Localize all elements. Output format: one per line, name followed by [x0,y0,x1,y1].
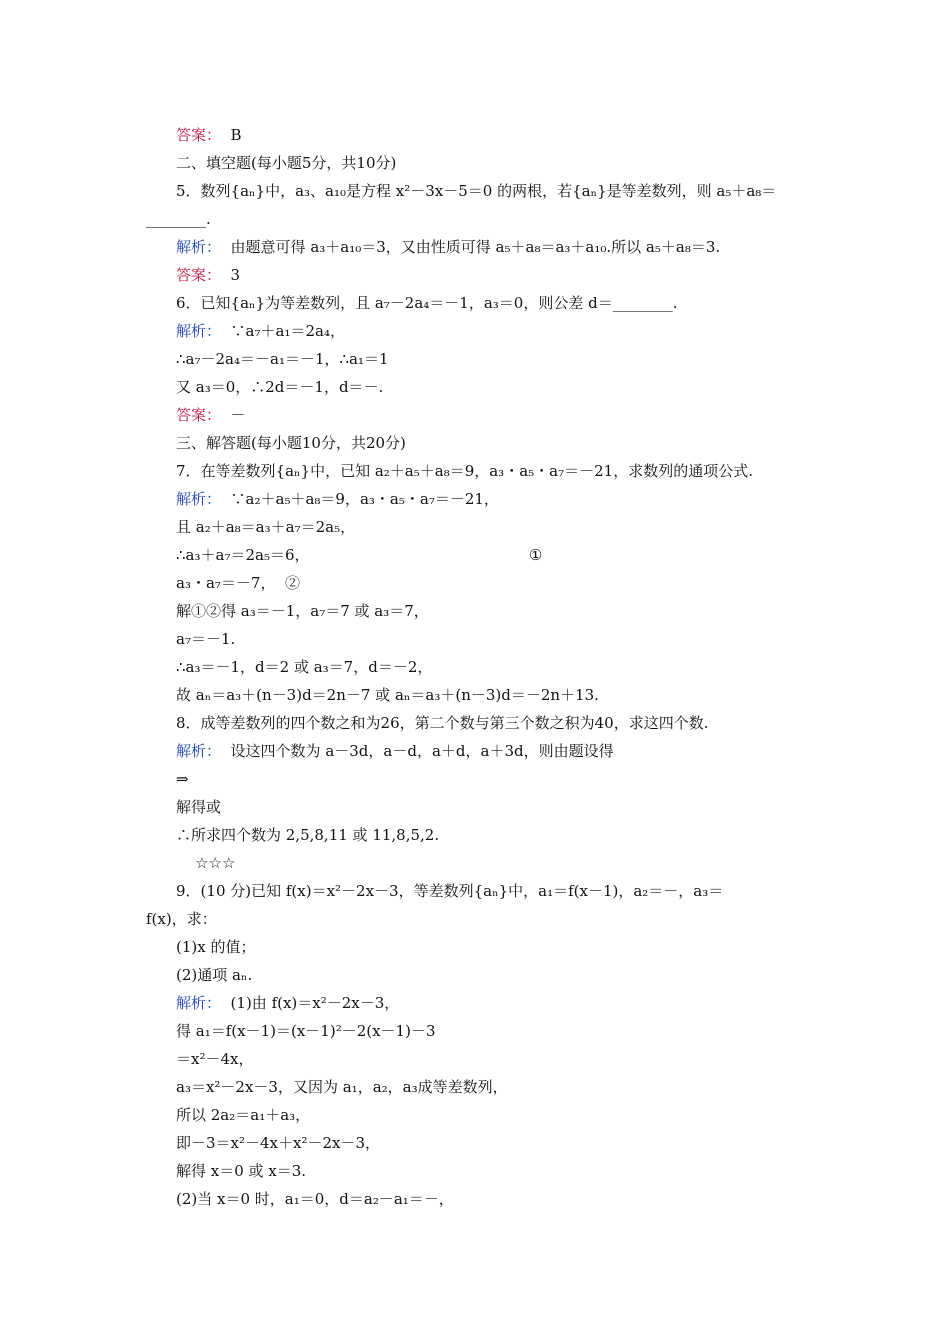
line-text: 设这四个数为 a－3d，a－d，a＋d，a＋3d，则由题设得 [221,742,614,760]
text-line [176,1161,306,1181]
line-text: 即－3＝x²－4x＋x²－2x－3， [176,1134,381,1152]
text-line [176,713,709,733]
line-text: a₃・a₇＝－7， ② [176,574,300,592]
text-line [176,1105,310,1125]
analysis-label: 解析： [176,994,222,1012]
line-text: ∴a₃＋a₇＝2a₅＝6， ① [176,546,543,564]
line-text: B [221,126,242,144]
text-line [176,1077,508,1097]
text-line [176,489,499,509]
line-text: ∴a₃＝－1，d＝2 或 a₃＝7，d＝－2， [176,658,433,676]
text-line [176,265,240,285]
line-text: ☆☆☆ [176,854,236,872]
text-line [176,881,723,901]
line-text: 解得 x＝0 或 x＝3. [176,1162,307,1180]
line-text: 所以 2a₂＝a₁＋a₃， [176,1106,311,1124]
line-text: (2)当 x＝0 时，a₁＝0，d＝a₂－a₁＝－， [176,1190,454,1208]
text-line [176,293,677,313]
analysis-label: 解析： [176,238,222,256]
text-line [176,741,614,761]
line-text: 9．(10 分)已知 f(x)＝x²－2x－3，等差数列{aₙ}中，a₁＝f(x－1)，a₂＝－，a₃＝ [176,882,724,900]
answer-label: 答案： [176,406,222,424]
line-text: 三、解答题(每小题10分，共20分) [176,434,406,452]
text-line [176,461,753,481]
line-text: a₃＝x²－2x－3，又因为 a₁，a₂，a₃成等差数列， [176,1078,508,1096]
answer-label: 答案： [176,126,222,144]
line-text: ∵a₂＋a₅＋a₈＝9，a₃・a₅・a₇＝－21， [221,490,499,508]
line-text: 又 a₃＝0，∴2d＝－1，d＝－. [176,378,384,396]
analysis-label: 解析： [176,742,222,760]
line-text: ⇒ [176,770,189,788]
text-line [176,825,439,845]
text-line [176,937,255,957]
line-text: ________. [146,210,211,228]
text-line [146,209,806,229]
text-line [176,573,300,593]
text-line [176,1133,380,1153]
text-line [176,433,406,453]
line-text: － [221,406,246,424]
text-line [176,377,383,397]
text-line [176,1189,454,1209]
line-text: 二、填空题(每小题5分，共10分) [176,154,397,172]
line-text: 得 a₁＝f(x－1)＝(x－1)²－2(x－1)－3 [176,1022,436,1040]
text-line [176,769,189,789]
line-text: 由题意可得 a₃＋a₁₀＝3，又由性质可得 a₅＋a₈＝a₃＋a₁₀.所以 a₅＋a₈＝3. [221,238,721,256]
line-text: 6．已知{aₙ}为等差数列，且 a₇－2a₄＝－1，a₃＝0，则公差 d＝________. [176,294,678,312]
text-line [176,601,429,621]
line-text: 解①②得 a₃＝－1，a₇＝7 或 a₃＝7， [176,602,429,620]
line-text: ∵a₇＋a₁＝2a₄， [221,322,345,340]
analysis-label: 解析： [176,322,222,340]
text-line [176,657,432,677]
text-line [176,629,235,649]
line-text: (1)x 的值； [176,938,256,956]
answer-label: 答案： [176,266,222,284]
line-text: 7．在等差数列{aₙ}中，已知 a₂＋a₅＋a₈＝9，a₃・a₅・a₇＝－21，求数列的通项公式. [176,462,753,480]
line-text: 故 aₙ＝a₃＋(n－3)d＝2n－7 或 aₙ＝a₃＋(n－3)d＝－2n＋13. [176,686,599,704]
line-text: 解得或 [176,798,222,816]
line-text: 8．成等差数列的四个数之和为26，第二个数与第三个数之积为40，求这四个数. [176,714,709,732]
text-line [146,909,806,929]
line-text: f(x)，求： [146,910,217,928]
text-line [176,321,345,341]
line-text: a₇＝－1. [176,630,236,648]
line-text: 3 [221,266,241,284]
text-line [176,153,396,173]
line-text: ∴所求四个数为 2,5,8,11 或 11,8,5,2. [176,826,440,844]
text-line [176,797,221,817]
text-line [176,1049,253,1069]
text-line [176,125,242,145]
line-text: (2)通项 aₙ. [176,966,253,984]
line-text: 5．数列{aₙ}中，a₃、a₁₀是方程 x²－3x－5＝0 的两根，若{aₙ}是等差数列，则 a₅＋a₈＝ [176,182,777,200]
line-text: ∴a₇－2a₄＝－a₁＝－1，∴a₁＝1 [176,350,389,368]
text-line [176,349,389,369]
line-text: 且 a₂＋a₈＝a₃＋a₇＝2a₅， [176,518,356,536]
text-line [176,1021,436,1041]
text-line [176,965,252,985]
text-line [176,993,399,1013]
line-text: ＝x²－4x， [176,1050,254,1068]
text-line [176,517,355,537]
text-line [176,545,542,565]
analysis-label: 解析： [176,490,222,508]
line-text: (1)由 f(x)＝x²－2x－3， [221,994,400,1012]
text-line [176,853,235,873]
text-line [176,181,776,201]
text-line [176,405,246,425]
text-line [176,685,599,705]
text-line [176,237,720,257]
